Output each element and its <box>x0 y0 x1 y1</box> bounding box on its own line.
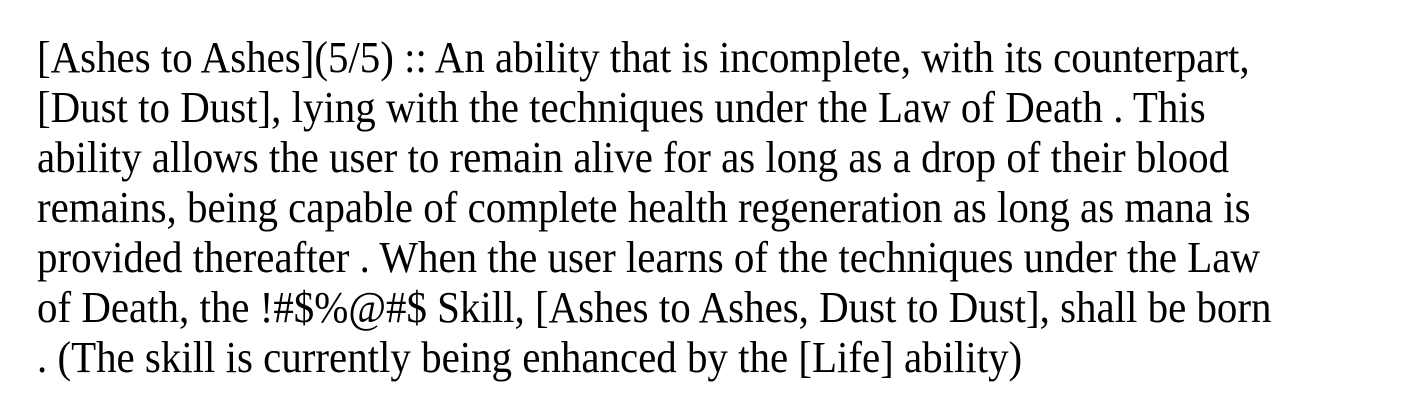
text-line: [Ashes to Ashes](5/5) :: An ability that is incomplete, with its counterpart, <box>37 33 1250 82</box>
text-line: provided thereafter . When the user learns of the techniques under the Law <box>37 233 1260 282</box>
text-line: [Dust to Dust], lying with the techniques under the Law of Death . This <box>37 83 1206 132</box>
text-line: of Death, the !#$%@#$ Skill, [Ashes to Ashes, Dust to Dust], shall be born <box>37 283 1272 332</box>
ability-description-paragraph <box>37 33 1271 383</box>
text-line: remains, being capable of complete health regeneration as long as mana is <box>37 183 1251 232</box>
text-line: . (The skill is currently being enhanced by the [Life] ability) <box>37 333 1023 382</box>
text-line: ability allows the user to remain alive for as long as a drop of their blood <box>37 133 1230 182</box>
